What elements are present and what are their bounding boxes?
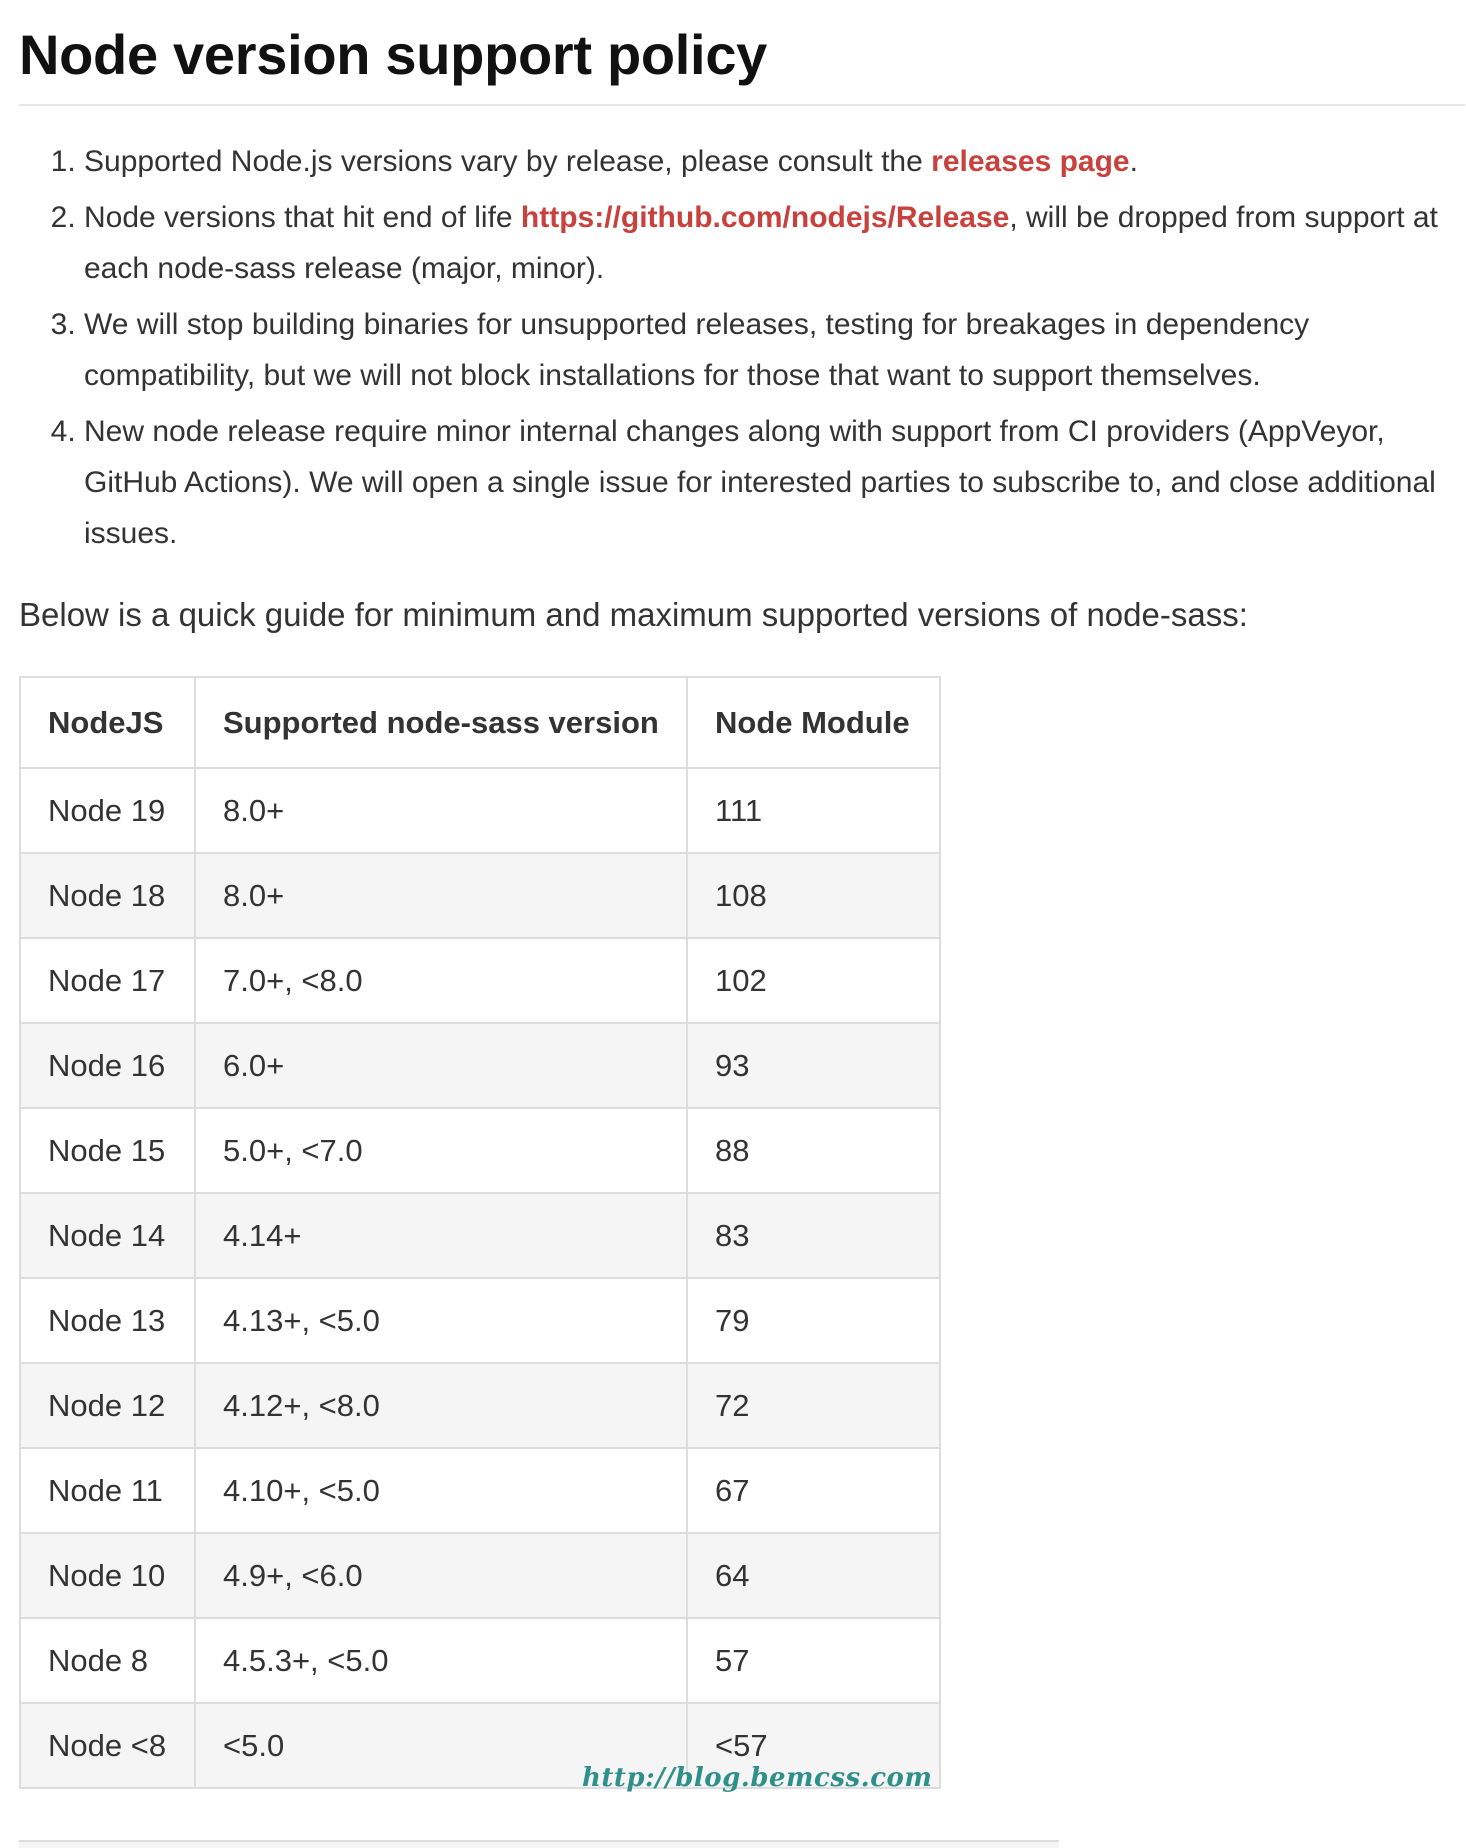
cell-node-sass-version: <5.0 [195,1703,687,1788]
header-node-module: Node Module [687,677,940,768]
policy-item-2 [84,192,1465,294]
policy-item-1 [84,136,1465,187]
table-row [20,1363,940,1448]
cell-nodejs: Node 19 [20,768,195,853]
table-row [20,1533,940,1618]
cell-node-module: 67 [687,1448,940,1533]
policy-item-3 [84,299,1465,401]
cell-node-module: 64 [687,1533,940,1618]
guide-paragraph: Below is a quick guide for minimum and maximum supported versions of node-sass: [19,596,1248,633]
cell-node-sass-version: 4.14+ [195,1193,687,1278]
cell-nodejs: Node 8 [20,1618,195,1703]
cell-node-module: 111 [687,768,940,853]
cell-node-sass-version: 4.9+, <6.0 [195,1533,687,1618]
cell-node-sass-version: 5.0+, <7.0 [195,1108,687,1193]
cell-nodejs: Node 11 [20,1448,195,1533]
table-row [20,1448,940,1533]
table-row [20,1108,940,1193]
cell-node-module: 72 [687,1363,940,1448]
version-support-table [19,676,941,1789]
cell-nodejs: Node 15 [20,1108,195,1193]
cell-node-sass-version: 8.0+ [195,853,687,938]
table-header-row [20,677,940,768]
title-divider [19,104,1465,106]
cell-node-module: 88 [687,1108,940,1193]
cell-node-sass-version: 4.12+, <8.0 [195,1363,687,1448]
cell-nodejs: Node 13 [20,1278,195,1363]
table-row [20,853,940,938]
table-bottom-edge [19,1840,1059,1848]
cell-node-sass-version: 4.13+, <5.0 [195,1278,687,1363]
table-row [20,938,940,1023]
header-nodejs: NodeJS [20,677,195,768]
cell-nodejs: Node 16 [20,1023,195,1108]
policy-list [19,136,1465,559]
policy-item-1-text-after: . [1129,145,1138,178]
policy-item-3-text: We will stop building binaries for unsupported releases, testing for breakages in dependency compatibility, but we will not block installations for those that want to support themselves. [84,308,1310,392]
policy-item-4 [84,406,1465,559]
cell-node-module: <57 [687,1703,940,1788]
policy-item-2-text-before: Node versions that hit end of life [84,201,521,234]
cell-node-sass-version: 4.10+, <5.0 [195,1448,687,1533]
nodejs-release-link[interactable]: https://github.com/nodejs/Release [520,201,1010,234]
policy-item-1-text-before: Supported Node.js versions vary by release, please consult the [84,145,932,178]
cell-node-module: 102 [687,938,940,1023]
cell-node-sass-version: 4.5.3+, <5.0 [195,1618,687,1703]
cell-nodejs: Node <8 [20,1703,195,1788]
cell-node-module: 83 [687,1193,940,1278]
page-title: Node version support policy [19,23,768,86]
cell-node-module: 93 [687,1023,940,1108]
header-node-sass-version: Supported node-sass version [195,677,687,768]
table-row [20,1618,940,1703]
cell-node-sass-version: 8.0+ [195,768,687,853]
cell-node-sass-version: 7.0+, <8.0 [195,938,687,1023]
cell-nodejs: Node 18 [20,853,195,938]
cell-node-sass-version: 6.0+ [195,1023,687,1108]
policy-item-2-text-after: , will be dropped from support at each node-sass release (major, minor). [84,201,1438,285]
cell-node-module: 108 [687,853,940,938]
cell-node-module: 57 [687,1618,940,1703]
document-content [19,0,1465,1789]
table-row [20,768,940,853]
releases-page-link[interactable]: releases page [931,145,1130,178]
table-row [20,1023,940,1108]
table-row [20,1193,940,1278]
cell-nodejs: Node 14 [20,1193,195,1278]
cell-nodejs: Node 10 [20,1533,195,1618]
watermark: http://blog.bemcss.com [582,1763,933,1793]
cell-node-module: 79 [687,1278,940,1363]
cell-nodejs: Node 17 [20,938,195,1023]
cell-nodejs: Node 12 [20,1363,195,1448]
policy-item-4-text: New node release require minor internal changes along with support from CI providers (AppVeyor, GitHub Actions). We will open a single issue for interested parties to subscribe to, and close additional issues. [84,415,1436,550]
table-row [20,1278,940,1363]
